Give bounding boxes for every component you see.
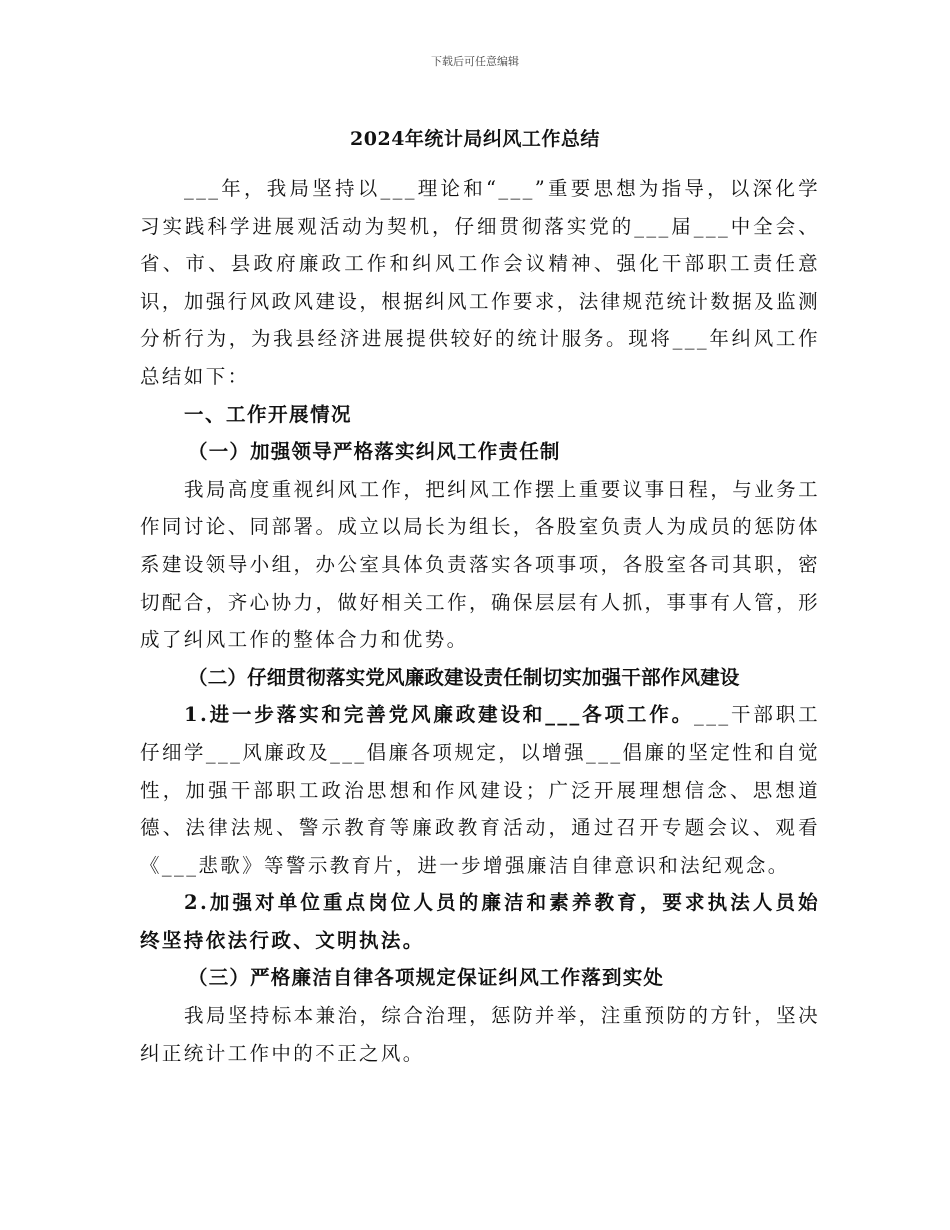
subsection-1-paragraph: 我局高度重视纠风工作，把纠风工作摆上重要议事日程，与业务工作同讨论、同部署。成立以局长为组长，各股室负责人为成员的惩防体系建设领导小组，办公室具体负责落实各项事项，各股室各司其职，密切配合，齐心协力，做好相关工作，确保层层有人抓，事事有人管，形成了纠风工作的整体合力和优势。 bbox=[140, 477, 820, 652]
section-heading-1: 一、工作开展情况 bbox=[184, 402, 353, 426]
item-1-paragraph bbox=[140, 696, 820, 884]
document-title: 2024年统计局纠风工作总结 bbox=[350, 128, 600, 150]
subsection-heading-3: （三）严格廉洁自律各项规定保证纠风工作落到实处 bbox=[188, 966, 665, 990]
subsection-heading-1: （一）加强领导严格落实纠风工作责任制 bbox=[188, 440, 561, 464]
subsection-heading-2: （二）仔细贯彻落实党风廉政建设责任制切实加强干部作风建设 bbox=[188, 665, 740, 689]
item-2-paragraph: 2.加强对单位重点岗位人员的廉洁和素养教育，要求执法人员始终坚持依法行政、文明执法。 bbox=[140, 891, 820, 952]
item-1-text: ___干部职工仔细学___风廉政及___倡廉各项规定，以增强___倡廉的坚定性和自觉性，加强干部职工政治思想和作风建设；广泛开展理想信念、思想道德、法律法规、警示教育等廉政教育活动，通过召开专题会议、观看《___悲歌》等警示教育片，进一步增强廉洁自律意识和法纪观念。 bbox=[140, 703, 820, 877]
intro-paragraph: ___年，我局坚持以___理论和“___”重要思想为指导，以深化学习实践科学进展观活动为契机，仔细贯彻落实党的___届___中全会、省、市、县政府廉政工作和纠风工作会议精神、强化干部职工责任意识，加强行风政风建设，根据纠风工作要求，法律规范统计数据及监测分析行为，为我县经济进展提供较好的统计服务。现将___年纠风工作总结如下： bbox=[140, 177, 820, 388]
document-body bbox=[140, 170, 820, 1072]
item-1-heading: 1.进一步落实和完善党风廉政建设和___各项工作。 bbox=[184, 703, 695, 727]
header-note: 下载后可任意编辑 bbox=[431, 55, 519, 68]
subsection-3-paragraph: 我局坚持标本兼治，综合治理，惩防并举，注重预防的方针，坚决纠正统计工作中的不正之风。 bbox=[140, 1004, 820, 1065]
